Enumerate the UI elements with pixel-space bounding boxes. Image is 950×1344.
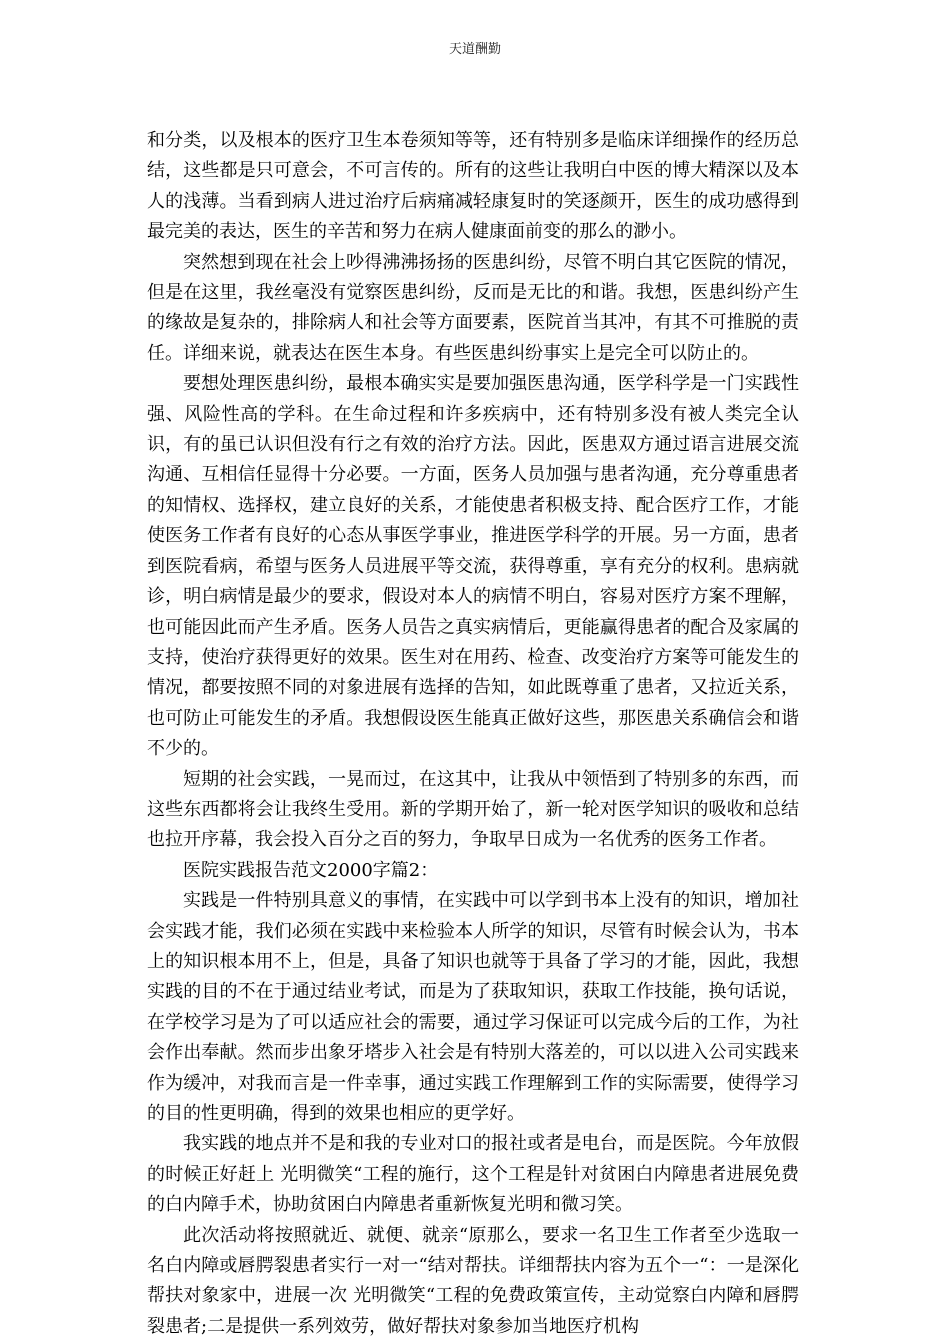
- paragraph-4: 短期的社会实践，一晃而过，在这其中，让我从中领悟到了特别多的东西，而这些东西都将会让我终生受用。新的学期开始了，新一轮对医学知识的吸收和总结也拉开序幕，我会投入百分之百的努力，争取早日成为一名优秀的医务工作者。: [147, 768, 799, 851]
- paragraph-3: 要想处理医患纠纷，最根本确实实是要加强医患沟通，医学科学是一门实践性强、风险性高的学科。在生命过程和许多疾病中，还有特别多没有被人类完全认识，有的虽已认识但没有行之有效的治疗方法。因此，医患双方通过语言进展交流沟通、互相信任显得十分必要。一方面，医务人员加强与患者沟通，充分尊重患者的知情权、选择权，建立良好的关系，才能使患者积极支持、配合医疗工作，才能使医务工作者有良好的心态从事医学事业，推进医学科学的开展。另一方面，患者到医院看病，希望与医务人员进展平等交流，获得尊重，享有充分的权利。患病就诊，明白病情是最少的要求，假设对本人的病情不明白，容易对医疗方案不理解，也可能因此而产生矛盾。医务人员告之真实病情后，更能赢得患者的配合及家属的支持，使治疗获得更好的效果。医生对在用药、检查、改变治疗方案等可能发生的情况，都要按照不同的对象进展有选择的告知，如此既尊重了患者，又拉近关系，也可防止可能发生的矛盾。我想假设医生能真正做好这些，那医患关系确信会和谐不少的。: [147, 373, 799, 760]
- paragraph-2: 突然想到现在社会上吵得沸沸扬扬的医患纠纷，尽管不明白其它医院的情况，但是在这里，我丝毫没有觉察医患纠纷，反而是无比的和谐。我想，医患纠纷产生的缘故是复杂的，排除病人和社会等方面要素，医院首当其冲，有其不可推脱的责任。详细来说，就表达在医生本身。有些医患纠纷事实上是完全可以防止的。: [147, 251, 799, 364]
- section-heading: 医院实践报告范文2000字篇2：: [183, 859, 439, 881]
- document-body: [147, 126, 799, 1342]
- paragraph-6: 我实践的地点并不是和我的专业对口的报社或者是电台，而是医院。今年放假的时候正好赶上 光明微笑“工程的施行，这个工程是针对贫困白内障患者进展免费的白内障手术，协助贫困白内障患者重新恢复光明和微习笑。: [147, 1133, 799, 1216]
- paragraph-1: 和分类，以及根本的医疗卫生本卷须知等等，还有特别多是临床详细操作的经历总结，这些都是只可意会，不可言传的。所有的这些让我明白中医的博大精深以及本人的浅薄。当看到病人进过治疗后病痛减轻康复时的笑逐颜开，医生的成功感得到最完美的表达，医生的辛苦和努力在病人健康面前变的那么的渺小。: [147, 130, 799, 243]
- paragraph-7: 此次活动将按照就近、就便、就亲“原那么，要求一名卫生工作者至少选取一名白内障或唇腭裂患者实行一对一“结对帮扶。详细帮扶内容为五个一“：一是深化帮扶对象家中，进展一次 光明微笑“工程的免费政策宣传，主动觉察白内障和唇腭裂患者;二是提供一系列效劳，做好帮扶对象参加当地医疗机构: [147, 1224, 799, 1337]
- paragraph-5: 实践是一件特别具意义的事情，在实践中可以学到书本上没有的知识，增加社会实践才能，我们必须在实践中来检验本人所学的知识，尽管有时候会认为，书本上的知识根本用不上，但是，具备了知识也就等于具备了学习的才能，因此，我想实践的目的不在于通过结业考试，而是为了获取知识，获取工作技能，换句话说，在学校学习是为了可以适应社会的需要，通过学习保证可以完成今后的工作，为社会作出奉献。然而步出象牙塔步入社会是有特别大落差的，可以以进入公司实践来作为缓冲，对我而言是一件幸事，通过实践工作理解到工作的实际需要，使得学习的目的性更明确，得到的效果也相应的更学好。: [147, 890, 799, 1124]
- page-header: 天道酬勤: [448, 42, 501, 57]
